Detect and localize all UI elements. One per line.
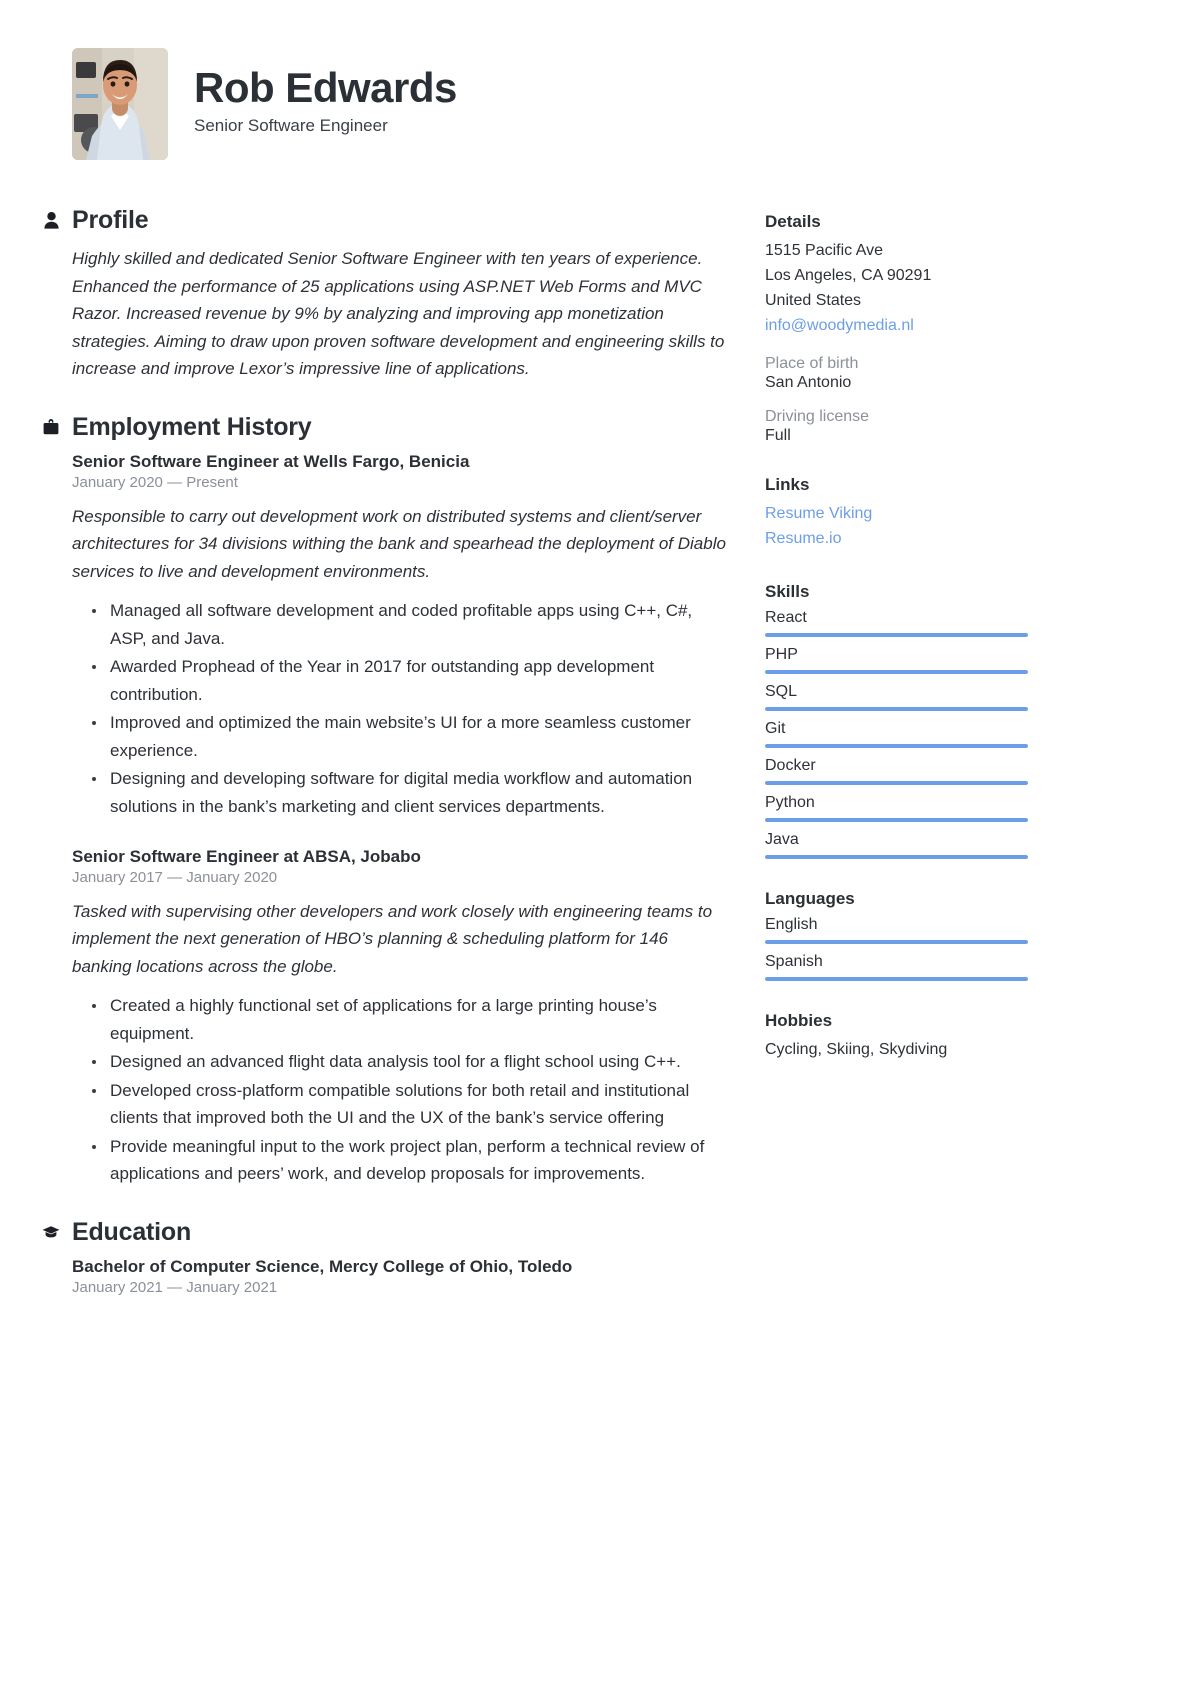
language-level-track <box>765 940 1028 944</box>
language-level-fill <box>765 977 1028 981</box>
skill-level-fill <box>765 633 1028 637</box>
skill-item <box>765 757 1028 785</box>
list-item: Designing and developing software for digital media workflow and automation solutions in the bank’s marketing and client services departments. <box>110 765 727 820</box>
skill-level-track <box>765 781 1028 785</box>
skill-item <box>765 794 1028 822</box>
skill-label: Java <box>765 830 799 848</box>
language-level-track <box>765 977 1028 981</box>
skill-level-fill <box>765 855 1028 859</box>
skill-label: Docker <box>765 756 816 774</box>
skill-label: Python <box>765 793 815 811</box>
skill-label: React <box>765 608 807 626</box>
skill-item <box>765 646 1028 674</box>
education-title: Education <box>72 1217 192 1246</box>
entry-title: Bachelor of Computer Science, Mercy College of Ohio, Toledo <box>72 1256 573 1276</box>
driving-license-label: Driving license <box>765 407 870 425</box>
job-title: Senior Software Engineer <box>194 116 388 136</box>
avatar <box>72 48 168 160</box>
resume-body <box>72 206 1118 1326</box>
sidebar-skills <box>765 582 1028 859</box>
sidebar-details <box>765 212 1028 445</box>
list-item: Awarded Prophead of the Year in 2017 for outstanding app development contribution. <box>110 653 727 708</box>
language-item <box>765 916 1028 944</box>
full-name: Rob Edwards <box>194 63 457 111</box>
entry-bullet-list <box>72 597 727 820</box>
skill-level-track <box>765 707 1028 711</box>
address-line-2: Los Angeles, CA 90291 <box>765 266 932 284</box>
hobbies-title: Hobbies <box>765 1010 833 1030</box>
sidebar-links <box>765 475 1028 552</box>
languages-title: Languages <box>765 888 855 908</box>
skill-level-track <box>765 633 1028 637</box>
portrait-photo-icon <box>72 48 168 160</box>
skill-item <box>765 720 1028 748</box>
section-employment <box>72 413 727 1188</box>
hobbies-text: Cycling, Skiing, Skydiving <box>765 1040 948 1058</box>
skill-item <box>765 683 1028 711</box>
briefcase-icon <box>42 417 60 437</box>
entry-description: Tasked with supervising other developers and work closely with engineering teams to implement the next generation of HBO’s planning & scheduling platform for 146 banking locations across the globe. <box>72 901 713 976</box>
header-text-group <box>194 63 457 143</box>
skill-label: SQL <box>765 682 798 700</box>
entry-title: Senior Software Engineer at Wells Fargo, Benicia <box>72 451 470 471</box>
entry-dates: January 2020 — Present <box>72 473 238 491</box>
profile-title: Profile <box>72 206 149 234</box>
graduation-cap-icon <box>42 1222 60 1242</box>
language-label: Spanish <box>765 952 823 970</box>
education-heading <box>42 1218 727 1247</box>
skill-level-fill <box>765 818 1028 822</box>
skill-item <box>765 831 1028 859</box>
entry-dates: January 2017 — January 2020 <box>72 868 278 886</box>
section-profile <box>72 206 727 383</box>
details-title: Details <box>765 212 821 231</box>
resume-header <box>72 48 1118 160</box>
employment-entry <box>72 452 727 821</box>
sidebar-hobbies <box>765 1011 1028 1063</box>
place-of-birth-label: Place of birth <box>765 354 859 372</box>
skill-level-track <box>765 855 1028 859</box>
link-resume-viking[interactable]: Resume Viking <box>765 504 873 522</box>
list-item: Created a highly functional set of applications for a large printing house’s equipment. <box>110 992 727 1047</box>
sidebar-languages <box>765 889 1028 981</box>
list-item: Designed an advanced flight data analysis tool for a flight school using C++. <box>110 1048 727 1076</box>
skill-level-fill <box>765 707 1028 711</box>
skills-title: Skills <box>765 581 810 601</box>
section-education <box>72 1218 727 1296</box>
place-of-birth-value: San Antonio <box>765 373 852 391</box>
entry-description: Responsible to carry out development work on distributed systems and client/server architectures for 34 divisions withing the bank and spearhead the deployment of Diablo services to live and development environments. <box>72 506 726 581</box>
main-column <box>72 206 727 1326</box>
profile-heading <box>42 206 727 235</box>
skill-level-track <box>765 744 1028 748</box>
links-title: Links <box>765 474 810 494</box>
language-label: English <box>765 915 818 933</box>
language-item <box>765 953 1028 981</box>
address-line-1: 1515 Pacific Ave <box>765 242 884 259</box>
skill-level-track <box>765 670 1028 674</box>
entry-title: Senior Software Engineer at ABSA, Jobabo <box>72 846 421 866</box>
country: United States <box>765 291 862 309</box>
sidebar-column <box>765 206 1028 1093</box>
skill-label: Git <box>765 719 786 737</box>
list-item: Managed all software development and coded profitable apps using C++, C#, ASP, and Java. <box>110 597 727 652</box>
skill-level-fill <box>765 744 1028 748</box>
list-item: Provide meaningful input to the work project plan, perform a technical review of applications and peers’ work, and develop proposals for improvements. <box>110 1133 727 1188</box>
employment-heading <box>42 413 727 442</box>
language-level-fill <box>765 940 1028 944</box>
skill-level-fill <box>765 781 1028 785</box>
link-resume-io[interactable]: Resume.io <box>765 529 842 547</box>
profile-text: Highly skilled and dedicated Senior Software Engineer with ten years of experience. Enhanced the performance of 25 applications using ASP.NET Web Forms and MVC Razor. Increased revenue by 9% by analyzing and improving app monetization strategies. Aiming to draw upon proven software development and engineering skills to increase and improve Lexor’s impressive line of applications. <box>72 249 725 379</box>
skill-level-fill <box>765 670 1028 674</box>
list-item: Improved and optimized the main website’s UI for a more seamless customer experience. <box>110 709 727 764</box>
education-entry <box>72 1257 727 1296</box>
list-item: Developed cross-platform compatible solutions for both retail and institutional clients that improved both the UI and the UX of the bank’s service offering <box>110 1077 727 1132</box>
employment-entry <box>72 847 727 1188</box>
entry-bullet-list <box>72 992 727 1188</box>
employment-title: Employment History <box>72 412 312 441</box>
driving-license-value: Full <box>765 426 791 444</box>
skill-level-track <box>765 818 1028 822</box>
skill-item <box>765 609 1028 637</box>
entry-dates: January 2021 — January 2021 <box>72 1278 278 1296</box>
email-link[interactable]: info@woodymedia.nl <box>765 316 914 334</box>
skill-label: PHP <box>765 645 798 663</box>
person-icon <box>42 211 60 231</box>
